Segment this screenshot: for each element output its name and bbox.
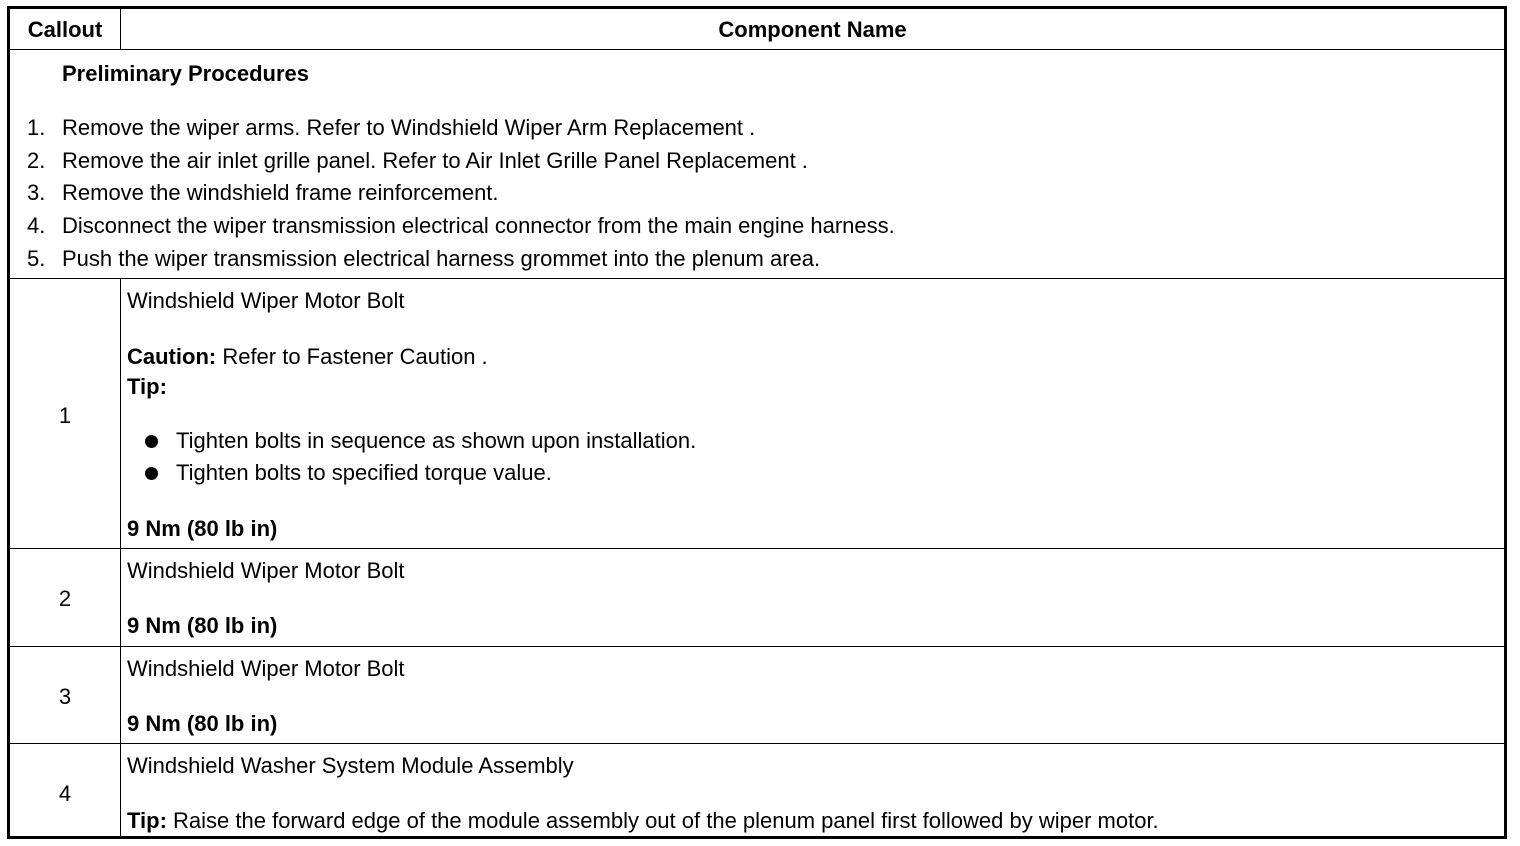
callout-number: 2 (58, 586, 72, 611)
step-text: Remove the air inlet grille panel. Refer to Air Inlet Grille Panel Replacement . (62, 148, 808, 173)
row-divider (10, 278, 1504, 279)
torque-spec: 9 Nm (80 lb in) (127, 516, 278, 541)
header-callout: Callout (27, 17, 103, 42)
callout-column-divider (120, 278, 121, 839)
header-component-name: Component Name (718, 17, 907, 42)
component-name: Windshield Wiper Motor Bolt (127, 656, 405, 681)
tip-text: Raise the forward edge of the module assembly out of the plenum panel first followed by wiper motor. (166, 808, 1159, 833)
caution-note (127, 344, 488, 370)
step-number: 5. (27, 246, 46, 271)
callout-number: 3 (58, 684, 72, 709)
step-number: 1. (27, 115, 46, 140)
header-divider (120, 9, 121, 49)
component-name: Windshield Wiper Motor Bolt (127, 558, 405, 583)
header-bottom-rule (10, 49, 1504, 50)
component-table (7, 6, 1507, 839)
bullet-text: Tighten bolts to specified torque value. (176, 460, 552, 485)
tip-note (127, 808, 1159, 834)
caution-text: Refer to Fastener Caution . (216, 344, 488, 369)
tip-label: Tip: (127, 374, 167, 399)
callout-number: 1 (58, 403, 72, 428)
bullet-icon (145, 435, 158, 448)
preliminary-title: Preliminary Procedures (62, 61, 310, 86)
component-name: Windshield Wiper Motor Bolt (127, 288, 405, 313)
torque-spec: 9 Nm (80 lb in) (127, 613, 278, 638)
row-divider (10, 743, 1504, 744)
step-text: Remove the windshield frame reinforcement. (62, 180, 499, 205)
step-text: Remove the wiper arms. Refer to Windshield Wiper Arm Replacement . (62, 115, 756, 140)
component-name: Windshield Washer System Module Assembly (127, 753, 574, 778)
bullet-icon (145, 467, 158, 480)
step-text: Disconnect the wiper transmission electrical connector from the main engine harness. (62, 213, 895, 238)
step-number: 2. (27, 148, 46, 173)
row-divider (10, 646, 1504, 647)
callout-number: 4 (58, 781, 72, 806)
tip-label: Tip: (127, 808, 167, 833)
bullet-text: Tighten bolts in sequence as shown upon installation. (176, 428, 697, 453)
step-text: Push the wiper transmission electrical harness grommet into the plenum area. (62, 246, 821, 271)
step-number: 4. (27, 213, 46, 238)
torque-spec: 9 Nm (80 lb in) (127, 711, 278, 736)
step-number: 3. (27, 180, 46, 205)
row-divider (10, 548, 1504, 549)
caution-label: Caution: (127, 344, 217, 369)
